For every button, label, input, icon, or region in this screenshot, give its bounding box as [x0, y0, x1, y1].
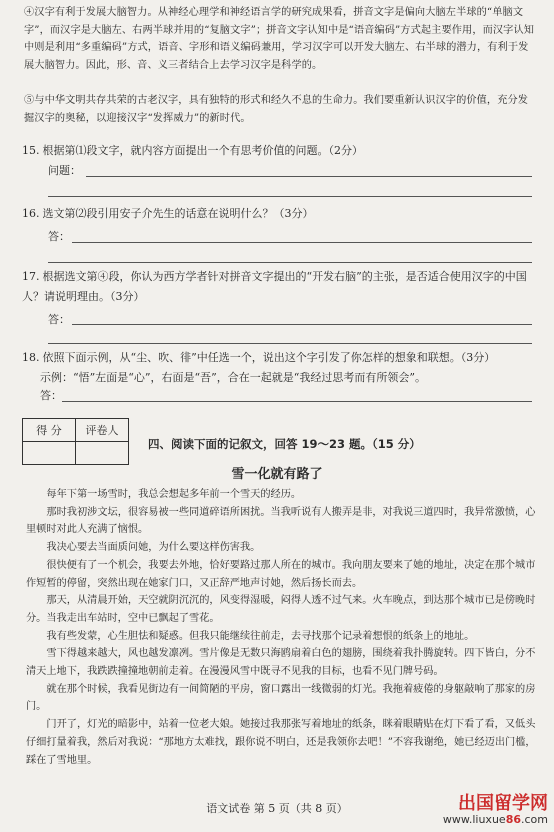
answer-line[interactable]	[48, 262, 532, 263]
story-paragraph: 就在那个时候，我看见街边有一间简陋的平房，窗口露出一线微弱的灯光。我拖着疲倦的身躯敲响了那家的房门。	[26, 683, 536, 713]
section-heading: 四、阅读下面的记叙文，回答 19～23 题。（15 分）	[148, 437, 421, 451]
answer-label: 答：	[48, 230, 70, 243]
question-18-example: 示例：“悟”左面是“心”，右面是“吾”，合在一起就是“我经过思考而有所领会”。	[40, 371, 426, 384]
watermark-url: www.liuxue86.com	[442, 813, 548, 826]
answer-label: 问题：	[48, 164, 81, 177]
answer-label: 答：	[48, 313, 70, 326]
question-number: 18.	[22, 351, 40, 364]
score-header: 得 分	[23, 419, 76, 442]
answer-label: 答：	[40, 389, 62, 402]
grader-cell[interactable]	[76, 442, 129, 465]
score-table	[22, 418, 129, 465]
question-number: 15.	[22, 144, 40, 157]
story-paragraph: 很快便有了一个机会，我要去外地，恰好要路过那人所在的城市。我向朋友要来了她的地址，决定在那个城市作短暂的停留，突然出现在她家门口，又正辞严地声讨她，然后扬长而去。	[26, 559, 536, 589]
question-text: 选文第⑵段引用安子介先生的话意在说明什么？（3分）	[42, 207, 314, 220]
page-footer: 语文试卷 第 5 页（共 8 页）	[206, 802, 348, 815]
story-paragraph: 那时我初涉文坛，很容易被一些同道碎语所困扰。当我听说有人搬弄是非，对我说三道四时，我异常激愤，心里顿时对此人充满了恼恨。	[26, 506, 536, 536]
answer-line[interactable]	[62, 401, 532, 402]
paragraph-5: ⑤与中华文明共存共荣的古老汉字，具有独特的形式和经久不息的生命力。我们要重新认识汉字的价值，充分发掘汉字的奥秘，以迎接汉字“发挥威力”的新时代。	[24, 95, 529, 124]
question-number: 17.	[22, 270, 40, 283]
answer-line[interactable]	[72, 324, 532, 325]
story-body	[26, 486, 536, 769]
answer-line[interactable]	[72, 242, 532, 243]
question-18	[22, 350, 542, 366]
answer-line[interactable]	[48, 343, 532, 344]
question-15	[22, 143, 542, 159]
grader-header: 评卷人	[76, 419, 129, 442]
question-16	[22, 206, 542, 222]
watermark-logo	[443, 789, 548, 826]
question-text: 根据选文第④段，你认为西方学者针对拼音文字提出的“开发右脑”的主张，是否适合使用汉字的中国人？请说明理由。（3分）	[22, 270, 527, 303]
question-text: 根据第⑴段文字，就内容方面提出一个有思考价值的问题。（2分）	[42, 144, 363, 157]
answer-line[interactable]	[86, 176, 532, 177]
story-paragraph: 那天，从清晨开始，天空就阴沉沉的，风变得湿暖，闷得人透不过气来。火车晚点，到达那个城市已是傍晚时分。当我走出车站时，空中已飘起了雪花。	[26, 595, 536, 624]
score-cell[interactable]	[23, 442, 76, 465]
question-17	[22, 267, 542, 307]
story-paragraph: 我决心要去当面质问她，为什么要这样伤害我。	[46, 542, 261, 554]
question-text: 依照下面示例，从“尘、吹、徘”中任选一个，说出这个字引发了你怎样的想象和联想。（3分）	[42, 351, 496, 364]
story-paragraph: 每年下第一场雪时，我总会想起多年前一个雪天的经历。	[46, 489, 302, 500]
question-number: 16.	[22, 207, 40, 220]
story-paragraph: 门开了，灯光的暗影中，站着一位老大娘。她接过我那张写着地址的纸条，眯着眼睛贴在灯下看了看，又低头仔细打量着我，然后对我说：“那地方太难找，跟你说不明白，还是我领你去吧！”不容我谢绝，她已经迈出门槛，踩在了雪地里。	[26, 719, 536, 766]
answer-line[interactable]	[48, 196, 532, 197]
story-paragraph: 雪下得越来越大，风也越发凛冽。雪片像是无数只海鸥扇着白色的翅膀，围绕着我扑腾旋转。四下皆白，分不清天上地下，我跌跌撞撞地朝前走着。在漫漫风雪中既寻不见我的目标，也看不见门牌号码。	[26, 648, 536, 678]
watermark-text: 出国留学网	[458, 793, 548, 814]
story-paragraph: 我有些发蒙，心生胆怯和疑惑。但我只能继续往前走，去寻找那个记录着想恨的纸条上的地址。	[46, 630, 475, 642]
story-title: 雪一化就有路了	[231, 467, 323, 482]
paragraph-4: ④汉字有利于发展大脑智力。从神经心理学和神经语言学的研究成果看，拼音文字是偏向大脑左半球的“单脑文字”，而汉字是大脑左、右两半球并用的“复脑文字”；拼音文字认知中是“语音编码”方式起主要作用，而汉字认知中则是利用“多重编码”方式，语音、字形和语义编码兼用，学习汉字可以开发大脑左、右半球的潜力，有利于发展大脑智力。因此，形、音、义三者结合上去学习汉字是科学的。	[24, 7, 535, 71]
